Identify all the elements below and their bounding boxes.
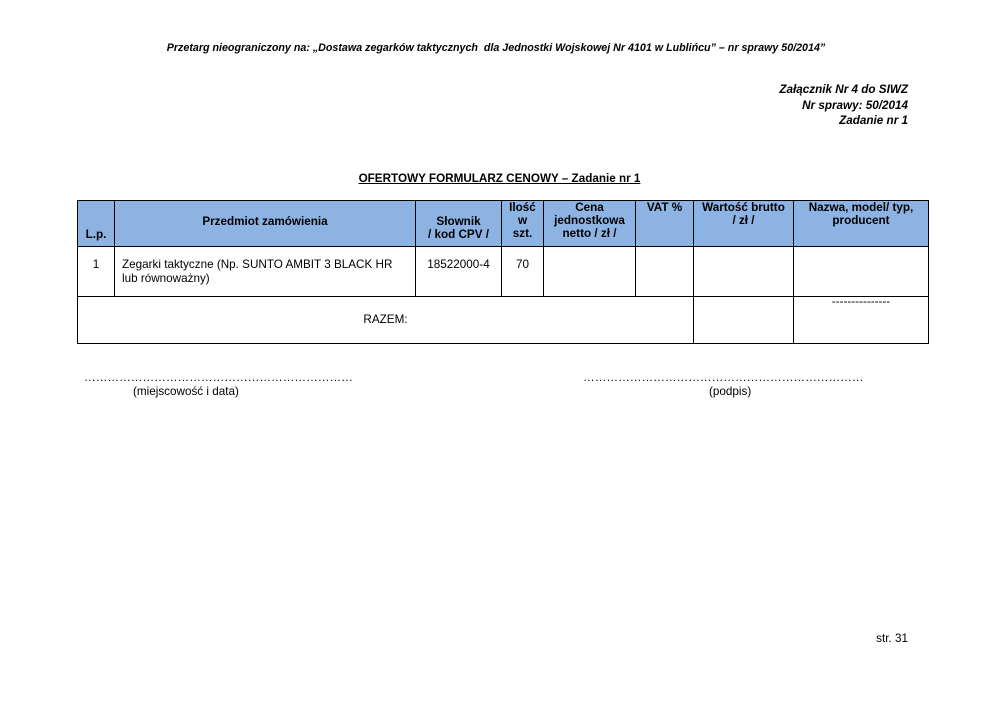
header-cell-cpv [416,201,502,247]
price-table-body [78,201,929,344]
cell-unit-price-net [544,247,636,297]
header-lp-label: L.p. [85,227,107,241]
total-label: RAZEM: [78,297,694,344]
header-producer-label-line: Nazwa, model/ typ, [808,201,914,214]
header-cpv-label-line: / kod CPV / [427,227,490,241]
cell-cpv-code: 18522000-4 [416,247,502,297]
cell-gross-value [694,247,794,297]
header-quantity-label-line: Ilość [509,201,536,214]
signature-dotted-line: ……………………………………………………………… [583,371,864,384]
header-cpv-label-line: Słownik [436,214,481,228]
total-row [78,297,929,344]
header-cell-vat [636,201,694,247]
form-title: OFERTOWY FORMULARZ CENOWY – Zadanie nr 1 [358,172,641,185]
header-vat-label: VAT % [646,201,683,214]
signature-label: (podpis) [709,385,752,398]
total-gross-value [694,297,794,344]
case-number: Nr sprawy: 50/2014 [802,98,908,112]
header-gross-value-label-line: / zł / [732,214,755,228]
header-gross-value-label-line: Wartość brutto [702,201,785,214]
price-form-table [77,200,929,344]
cell-item-description: Zegarki taktyczne (Np. SUNTO AMBIT 3 BLACK HR lub równoważny) [115,247,416,297]
form-title-wrapper [77,172,922,186]
header-unit-price-label-line: netto / zł / [562,227,617,241]
header-unit-price-label-line: Cena [575,201,604,214]
cell-lp: 1 [78,247,115,297]
header-cell-lp [78,201,115,247]
cell-quantity: 70 [502,247,544,297]
table-row [78,247,929,297]
header-producer-label-line: producent [832,214,890,228]
table-header-row [78,201,929,247]
header-cell-subject [115,201,416,247]
signature-block [583,371,864,399]
place-date-dotted-line: …………………………………………………………… [84,371,353,384]
task-number: Zadanie nr 1 [839,114,908,127]
total-name-model-producer: --------------- [794,297,929,344]
header-quantity-label-line: w [517,214,528,228]
header-cell-unit-price [544,201,636,247]
tender-header: Przetarg nieograniczony na: „Dostawa zegarków taktycznych dla Jednostki Wojskowej Nr 4101 w Lublińcu” – nr sprawy 50/2014” [166,42,826,54]
header-cell-producer [794,201,929,247]
header-subject-label: Przedmiot zamówienia [202,214,328,228]
annex-number: Załącznik Nr 4 do SIWZ [779,83,908,96]
header-quantity-label-line: szt. [512,227,533,241]
place-date-signature-block [84,371,353,399]
header-cell-quantity [502,201,544,247]
annex-info [779,82,908,129]
page-number: str. 31 [876,632,908,645]
place-date-label: (miejscowość i data) [133,385,239,398]
cell-vat-percent [636,247,694,297]
header-cell-gross-value [694,201,794,247]
header-unit-price-label-line: jednostkowa [554,214,625,228]
cell-name-model-producer [794,247,929,297]
